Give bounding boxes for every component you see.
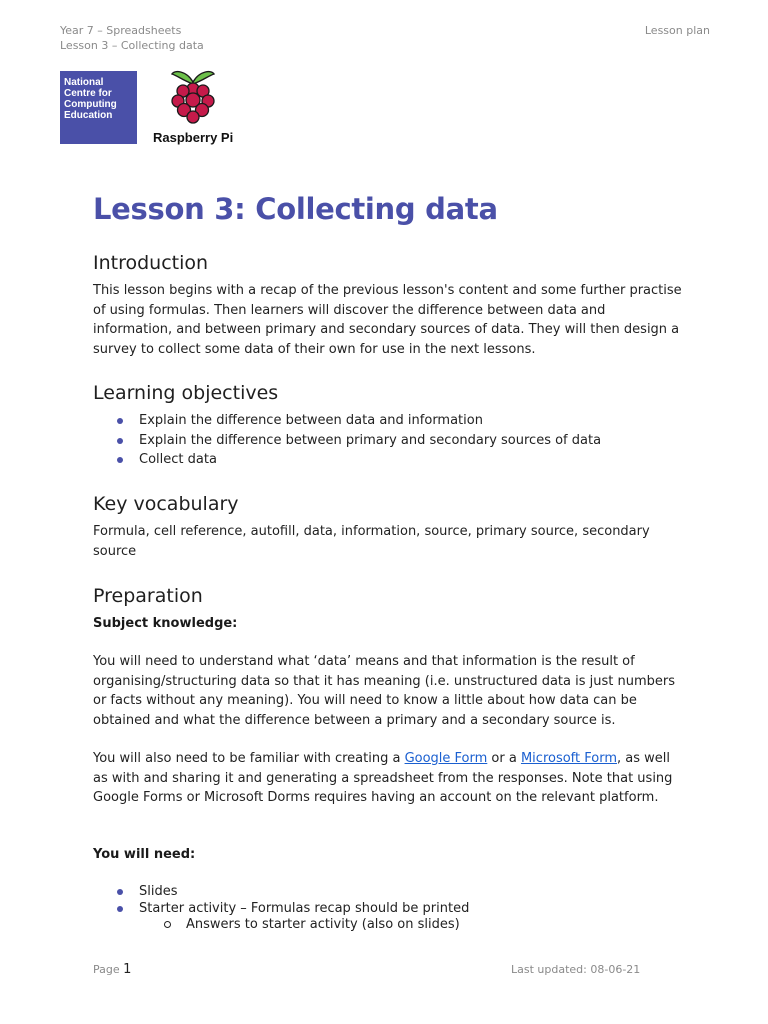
objectives-list <box>93 411 601 470</box>
raspberry-pi-text: Raspberry Pi <box>153 130 234 145</box>
page-title: Lesson 3: Collecting data <box>93 192 498 226</box>
you-will-need-label: You will need: <box>93 847 196 862</box>
needs-list <box>93 884 469 934</box>
vocabulary-heading: Key vocabulary <box>93 493 239 515</box>
footer-page <box>93 962 131 977</box>
header-lesson: Lesson 3 – Collecting data <box>60 39 204 52</box>
page-header-left <box>60 23 204 53</box>
page-number: 1 <box>123 962 132 977</box>
list-item: Explain the difference between data and information <box>93 411 601 431</box>
microsoft-form-link[interactable]: Microsoft Form <box>520 751 618 766</box>
introduction-text: This lesson begins with a recap of the previous lesson's content and some further practise of using formulas. Then learners will discover the difference between data and information, and between primary and secondary sources of data. They will then design a survey to collect some data of their own for use in the next lessons. <box>93 283 682 357</box>
bullet-dot <box>117 906 123 912</box>
bullet-dot <box>117 457 123 463</box>
bullet-dot <box>117 889 123 895</box>
introduction-heading: Introduction <box>93 252 209 274</box>
header-doc-type: Lesson plan <box>644 24 710 37</box>
header-course: Year 7 – Spreadsheets <box>60 24 182 37</box>
forms-paragraph: You will also need to be familiar with creating a Google Form or a Microsoft Form, as well as with and sharing it and generating a spreadsheet from the responses. Note that using Google Forms or Microsoft Dorms requires having an account on the relevant platform. <box>93 751 673 805</box>
list-item: Starter activity – Formulas recap should be printed <box>93 901 469 918</box>
raspberry-icon <box>168 68 218 126</box>
list-item: Slides <box>93 884 469 901</box>
raspberry-pi-logo <box>150 68 240 148</box>
bullet-dot <box>117 438 123 444</box>
bullet-dot <box>117 418 123 424</box>
google-form-link[interactable]: Google Form <box>404 751 488 766</box>
bullet-ring <box>164 921 171 928</box>
preparation-heading: Preparation <box>93 585 203 607</box>
list-item: Explain the difference between primary and secondary sources of data <box>93 431 601 451</box>
vocabulary-text: Formula, cell reference, autofill, data, information, source, primary source, secondary source <box>93 524 650 559</box>
ncce-logo <box>60 71 137 144</box>
last-updated: Last updated: 08-06-21 <box>511 963 641 976</box>
list-item: Collect data <box>93 450 601 470</box>
page-label: Page <box>93 963 120 976</box>
subject-knowledge-label: Subject knowledge: <box>93 616 238 631</box>
ncce-logo-text: National Centre for Computing Education <box>64 77 117 121</box>
objectives-heading: Learning objectives <box>93 382 279 404</box>
list-item: Answers to starter activity (also on slides) <box>93 917 469 934</box>
subject-knowledge-text: You will need to understand what ‘data’ means and that information is the result of organising/structuring data so that it has meaning (i.e. unstructured data is just numbers or facts without any meaning). You will need to know a little about how data can be obtained and what the difference between a primary and a secondary source is. <box>93 654 676 728</box>
